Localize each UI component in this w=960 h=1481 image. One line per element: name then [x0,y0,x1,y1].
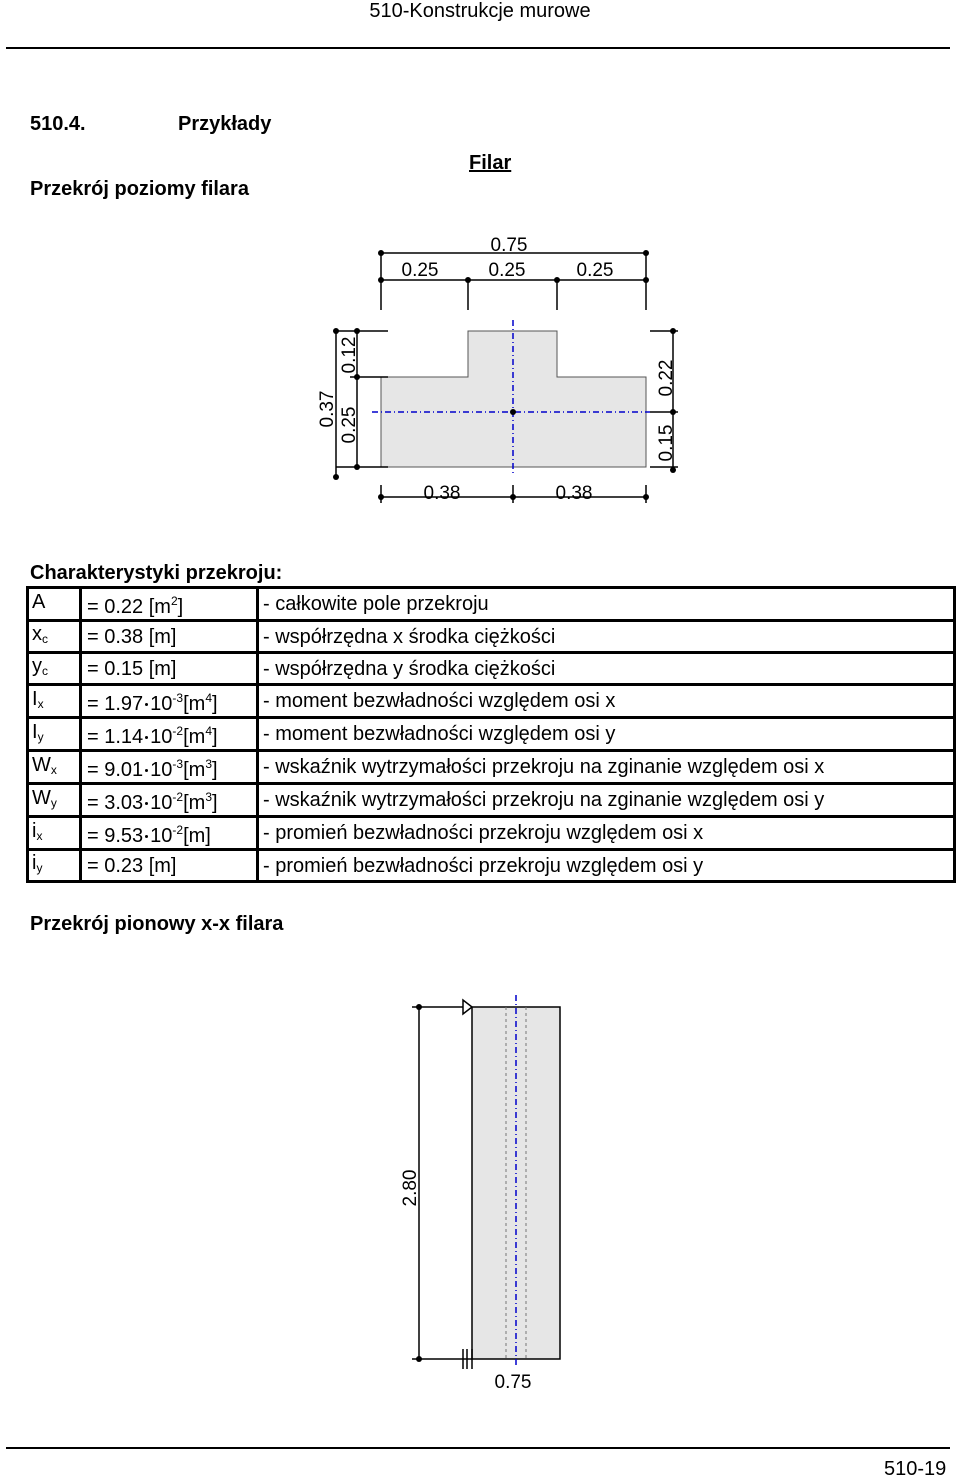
multiplier: 10 [150,726,173,748]
value-cell [81,621,258,653]
description: - całkowite pole przekroju [263,593,489,615]
elevation-heading: Przekrój pionowy x-x filara [30,913,284,935]
symbol: W [32,786,51,809]
elevation-drawing [0,985,960,1400]
property-row [28,751,955,784]
unit-close: ] [212,693,218,715]
description-cell [258,685,955,718]
value: = 9.01 [87,759,144,781]
multiplier: 10 [150,825,173,847]
value: = 0.15 [m] [87,657,177,680]
property-row [28,817,955,850]
symbol-cell [28,850,81,882]
unit-exponent: 2 [170,594,178,608]
dim-bottom-1: 0.38 [423,483,461,504]
symbol-cell [28,685,81,718]
symbol-cell [28,751,81,784]
footer-rule [6,1447,950,1449]
description: - współrzędna y środka ciężkości [263,657,556,680]
property-row [28,685,955,718]
dim-right-2: 0.22 [656,359,677,397]
description: - moment bezwładności względem osi y [263,723,616,745]
value: = 0.22 [m [87,596,171,618]
value-cell [81,751,258,784]
section-number: 510.4. [30,113,86,135]
value: = 9.53 [87,825,144,847]
unit: [m] [183,825,211,847]
symbol: I [32,687,38,710]
unit: [m [183,693,206,715]
description-cell [258,817,955,850]
multiplier: 10 [150,792,173,814]
symbol: x [32,623,42,645]
symbol-cell [28,718,81,751]
description: - wskaźnik wytrzymałości przekroju na zginanie względem osi y [263,789,825,811]
symbol-subscript: y [36,861,43,875]
header-rule [6,47,950,49]
value: = 0.38 [m] [87,625,177,648]
description: - promień bezwładności przekroju względem osi x [263,822,704,844]
dim-height: 2.80 [400,1169,421,1207]
value-cell [81,817,258,850]
properties-table [26,586,956,883]
symbol-subscript: c [42,632,48,646]
property-row [28,850,955,882]
symbol: I [32,720,38,743]
multiply-dot [145,703,148,706]
symbol-cell [28,653,81,685]
property-row [28,588,955,621]
value-cell [81,850,258,882]
unit: [m [183,726,206,748]
value-cell [81,685,258,718]
symbol-subscript: x [36,828,43,843]
unit-exponent: 3 [205,757,212,771]
multiplier: 10 [150,759,173,781]
dim-left-inner-1: 0.25 [339,406,360,444]
dim-right-1: 0.15 [656,424,677,462]
value: = 1.97 [87,693,144,715]
dim-left-inner-2: 0.12 [339,336,360,374]
top-support-icon [463,1000,472,1014]
dim-bottom-2: 0.38 [555,483,593,504]
plan-drawing [0,225,960,515]
description-cell [258,621,955,653]
running-header: 510-Konstrukcje murowe [369,0,591,22]
multiply-dot [145,802,148,805]
value-cell [81,718,258,751]
multiplier: 10 [150,693,173,715]
unit: [m [183,759,206,781]
symbol: W [32,753,51,776]
description-cell [258,751,955,784]
symbol: i [32,852,37,874]
dim-top-1: 0.25 [401,260,439,281]
description-cell [258,718,955,751]
unit-close: ] [212,726,218,748]
exponent: -3 [172,757,184,771]
property-row [28,718,955,751]
unit-exponent: 3 [205,790,212,804]
value-cell [81,588,258,621]
description-cell [258,784,955,817]
dim-top-3: 0.25 [576,260,614,281]
centroid-point [510,409,516,415]
dim-width: 0.75 [494,1372,532,1393]
value: = 3.03 [87,792,144,814]
dim-left-outer: 0.37 [317,390,338,428]
value: = 0.23 [m] [87,854,177,877]
value-cell [81,784,258,817]
exponent: -3 [172,691,184,705]
description-cell [258,850,955,882]
plan-heading: Przekrój poziomy filara [30,178,249,200]
value-cell [81,653,258,685]
dim-top-2: 0.25 [488,260,526,281]
symbol-subscript: y [50,795,57,810]
description: - moment bezwładności względem osi x [263,690,616,712]
property-row [28,621,955,653]
exponent: -2 [172,790,184,804]
dim-top-total: 0.75 [490,235,528,256]
multiply-dot [145,835,148,838]
symbol-cell [28,621,81,653]
symbol-cell [28,784,81,817]
symbol: i [32,819,37,842]
value: = 1.14 [87,726,144,748]
unit-close: ] [177,596,184,618]
exponent: -2 [172,823,184,837]
symbol: y [32,655,42,677]
description-cell [258,653,955,685]
unit-close: ] [212,792,218,814]
description: - promień bezwładności przekroju względem osi y [263,854,704,877]
symbol-cell [28,817,81,850]
description-cell [258,588,955,621]
properties-heading: Charakterystyki przekroju: [30,562,283,584]
symbol: A [32,590,46,613]
unit-exponent: 4 [205,691,212,705]
description: - współrzędna x środka ciężkości [263,625,556,648]
symbol-subscript: x [37,696,44,711]
figure-title: Filar [469,152,512,174]
exponent: -2 [172,724,184,738]
property-row [28,784,955,817]
property-row [28,653,955,685]
symbol-cell [28,588,81,621]
symbol-subscript: x [50,762,57,777]
unit: [m [183,792,206,814]
unit-exponent: 4 [205,724,212,738]
page-number: 510-19 [884,1458,947,1480]
symbol-subscript: y [37,729,44,744]
symbol-subscript: c [42,664,48,678]
unit-close: ] [212,759,218,781]
section-title: Przykłady [178,113,272,135]
multiply-dot [145,769,148,772]
description: - wskaźnik wytrzymałości przekroju na zginanie względem osi x [263,756,825,778]
multiply-dot [145,736,148,739]
